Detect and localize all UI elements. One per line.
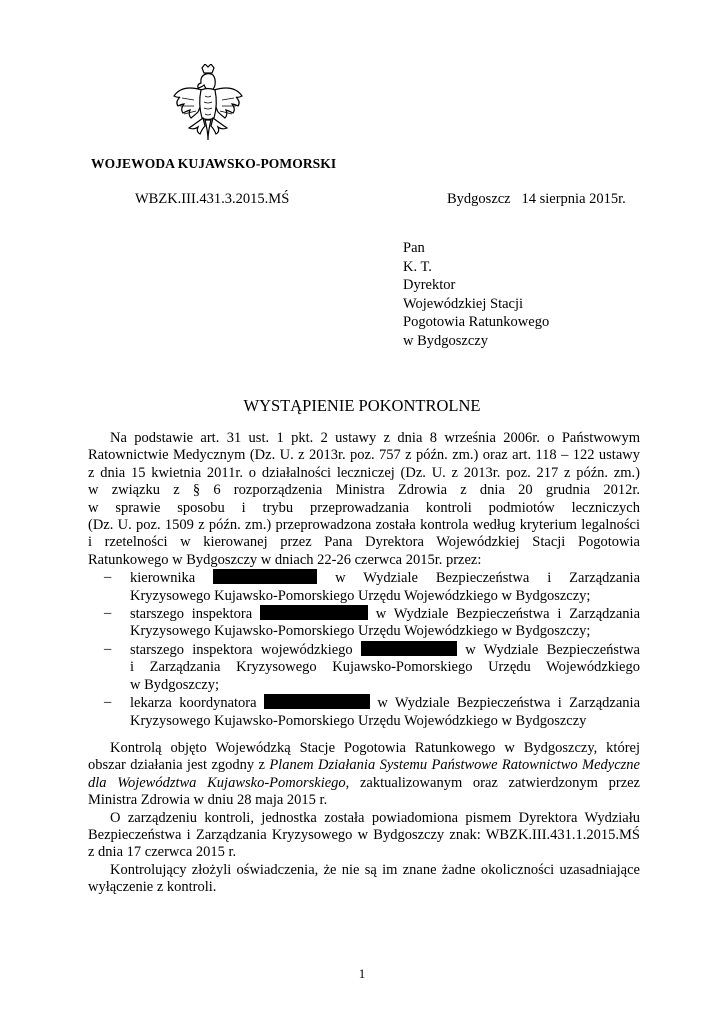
text-span: , zaktualizowanym oraz zatwierdzonym przez [345, 774, 640, 791]
text-line: Na podstawie art. 31 ust. 1 pkt. 2 ustawy z dnia 8 września 2006r. o Państwowym [110, 430, 640, 446]
addressee-line: Wojewódzkiej Stacji [403, 295, 524, 312]
text-line: O zarządzeniu kontroli, jednostka została powiadomiona pismem Dyrektora Wydziału [110, 809, 640, 826]
text-line: Kryzysowego Kujawsko-Pomorskiego Urzędu Wojewódzkiego w Bydgoszczy; [130, 623, 591, 640]
place-date: Bydgoszcz 14 sierpnia 2015r. [447, 191, 626, 207]
addressee-line: Pogotowia Ratunkowego [403, 314, 550, 331]
text-line: z dnia 15 kwietnia 2011r. o działalności leczniczej (Dz. U. z 2013r. poz. 217 z późn. zm.) [88, 464, 640, 481]
reference-number: WBZK.III.431.3.2015.MŚ [135, 191, 290, 207]
document-title: WYSTĄPIENIE POKONTROLNE [243, 396, 481, 415]
text-line: Kontrolujący złożyli oświadczenia, że nie są im znane żadne okoliczności uzasadniające [110, 861, 640, 878]
page-number: 1 [358, 966, 366, 981]
plan-title-italic: dla Województwa Kujawsko-Pomorskiego [88, 774, 346, 791]
text-line: w Bydgoszczy; [130, 676, 219, 693]
inspector-department: w Wydziale Bezpieczeństwa i Zarządzania [375, 606, 641, 623]
text-line: wyłączenie z kontroli. [88, 879, 217, 896]
plan-title-italic: Planem Działania Systemu Państwowe Ratownictwo Medyczne [269, 757, 640, 774]
text-line: (Dz. U. poz. 1509 z późn. zm.) przeprowadzona została kontrola według kryterium legalności [88, 517, 640, 534]
text-line: Bezpieczeństwa i Zarządzania Kryzysowego w Bydgoszczy znak: WBZK.III.431.1.2015.MŚ [88, 827, 640, 844]
text-line: w sprawie sposobu i trybu przeprowadzania kontroli podmiotów leczniczych [88, 499, 640, 516]
inspector-role: starszego inspektora wojewódzkiego [130, 641, 353, 658]
text-line: Kryzysowego Kujawsko-Pomorskiego Urzędu Wojewódzkiego w Bydgoszczy; [130, 587, 591, 604]
inspector-list-item [88, 605, 640, 641]
text-line: i Zarządzania Kryzysowego Kujawsko-Pomorskiego Urzędu Wojewódzkiego [130, 659, 640, 676]
inspector-role: lekarza koordynatora [130, 695, 257, 712]
inspector-list-item [88, 694, 640, 730]
text-line: Kryzysowego Kujawsko-Pomorskiego Urzędu Wojewódzkiego w Bydgoszczy [130, 712, 587, 729]
addressee-line: K. T. [403, 258, 432, 275]
inspector-role: starszego inspektora [130, 606, 253, 623]
scope-section [88, 740, 640, 897]
text-line: z dnia 17 czerwca 2015 r. [88, 844, 237, 861]
redacted-name [260, 605, 368, 620]
list-dash: – [104, 569, 112, 586]
text-line: w związku z § 6 rozporządzenia Ministra Zdrowia z dnia 20 grudnia 2012r. [88, 482, 640, 499]
authority-name: WOJEWODA KUJAWSKO-POMORSKI [91, 156, 337, 171]
text-line: Ministra Zdrowia w dniu 28 maja 2015 r. [88, 792, 328, 809]
text-span: obszar działania jest zgodny z [88, 757, 270, 774]
addressee-line: w Bydgoszczy [403, 332, 488, 349]
redacted-name [213, 569, 317, 584]
redacted-name [264, 694, 370, 709]
inspector-department: w Wydziale Bezpieczeństwa [465, 641, 640, 658]
addressee-line: Pan [403, 240, 425, 256]
text-line: Ratownictwie Medycznym (Dz. U. z 2013r. poz. 757 z późn. zm.) oraz art. 118 – 122 ustawy [88, 447, 640, 464]
redacted-name [361, 641, 457, 656]
inspector-list-item [88, 641, 640, 694]
inspector-department: w Wydziale Bezpieczeństwa i Zarządzania [335, 570, 640, 587]
text-line: Ratunkowego w Bydgoszczy w dniach 22-26 czerwca 2015r. przez: [88, 551, 482, 568]
inspector-department: w Wydziale Bezpieczeństwa i Zarządzania [377, 695, 641, 712]
text-line: Kontrolą objęto Wojewódzką Stacje Pogotowia Ratunkowego w Bydgoszczy, której [110, 740, 640, 756]
inspector-role: kierownika [130, 570, 196, 587]
intro-section [88, 430, 640, 730]
addressee-line: Dyrektor [403, 277, 456, 294]
text-line: i rzetelności w kierowanej przez Pana Dyrektora Wojewódzkiej Stacji Pogotowia [88, 534, 640, 551]
polish-eagle-emblem-icon [172, 64, 244, 146]
addressee-block [403, 239, 549, 351]
list-dash: – [104, 640, 112, 657]
inspector-list-item [88, 569, 640, 605]
list-dash: – [104, 605, 112, 622]
list-dash: – [104, 694, 112, 711]
